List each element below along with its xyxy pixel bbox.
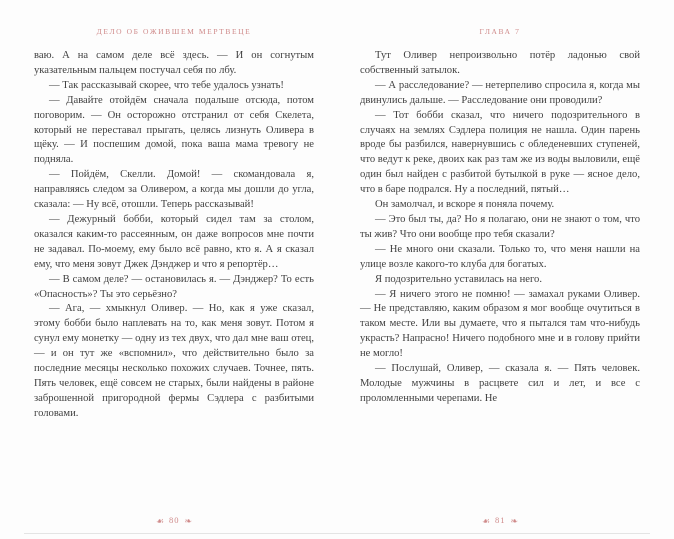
page-body-left (34, 49, 314, 422)
paragraph: — Я ничего этого не помню! — замахал руками Оливер. — Не представляю, каким образом я мог вообще очутиться в таком месте. Или вы думаете, что я пытался там что-нибудь украсть? Напрасно! Ничего подобного мне и в голову прийти не могло! (360, 288, 640, 360)
book-bottom-edge (24, 533, 650, 534)
flourish-icon: ❧ (510, 515, 519, 526)
flourish-icon: ☙ (481, 515, 491, 526)
paragraph: Я подозрительно уставилась на него. (375, 273, 542, 285)
running-head-right: ГЛАВА 7 (479, 27, 521, 36)
paragraph: — Ага, — хмыкнул Оливер. — Но, как я уже сказал, этому бобби было наплевать на то, как меня зовут. Потом я сунул ему монетку — одну из тех двух, что дал мне ваш отец, — и он тут же «вспомнил», что действительно было за последние месяцы несколько похожих случаев. Точнее, пять. Пять человек, ещё совсем не старых, были найдены в районе заброшенной пригородной фермы Сэдлера с разбитыми головами. (34, 303, 314, 419)
paragraph: — Дежурный бобби, который сидел там за столом, оказался каким-то рассеянным, он даже вопросов мне почти не задавал. По-моему, ему было всё равно, кто я. А я сказал ему, что меня зовут Джек Дэнджер и что я репортёр… (34, 213, 314, 270)
paragraph: — Давайте отойдём сначала подальше отсюда, потом поговорим. — Он осторожно отстранил от себя Скелета, который не переставал прыгать, целясь лизнуть Оливера в щёку. — И поспешим домой, пока ваша мама тревогу не подняла. (34, 94, 314, 166)
flourish-icon: ❧ (184, 515, 193, 526)
running-head-left: ДЕЛО ОБ ОЖИВШЕМ МЕРТВЕЦЕ (96, 27, 252, 36)
paragraph: — Тот бобби сказал, что ничего подозрительного в случаях на землях Сэдлера полиция не нашла. Один парень вроде бы разбился, навернувшись с обледеневших ступеней, что ведут к реке, двоих как раз там же из воды выловили, ещё один был найден с разбитой бутылкой в руке — ясное дело, что в баре подрался. Ну а последний, пятый… (360, 109, 640, 196)
page-left (34, 0, 314, 539)
page-body-right (360, 49, 640, 407)
page-right (360, 0, 640, 539)
paragraph: Он замолчал, и вскоре я поняла почему. (375, 199, 555, 211)
paragraph: — Так рассказывай скорее, что тебе удалось узнать! (49, 79, 284, 91)
paragraph: Тут Оливер непроизвольно потёр ладонью свой собственный затылок. (360, 50, 640, 76)
page-number-right: 81 (495, 515, 506, 525)
page-footer-left (34, 515, 314, 526)
page-number-left: 80 (169, 515, 180, 525)
paragraph: — Пойдём, Скелли. Домой! — скомандовала я, направляясь следом за Оливером, а когда мы дошли до угла, сказала: — Ну всё, отошли. Теперь рассказывай! (34, 169, 314, 211)
paragraph: — Это был ты, да? Но я полагаю, они не знают о том, что ты жив? Что они вообще про тебя сказали? (360, 213, 640, 240)
paragraph: — А расследование? — нетерпеливо спросила я, когда мы двинулись дальше. — Расследование они проводили? (360, 79, 640, 106)
flourish-icon: ☙ (155, 515, 165, 526)
paragraph: — В самом деле? — остановилась я. — Дэнджер? То есть «Опасность»? Ты это серьёзно? (34, 273, 314, 300)
paragraph: — Послушай, Оливер, — сказала я. — Пять человек. Молодые мужчины в расцвете сил и лет, и все с проломленными черепами. Не (360, 363, 640, 404)
page-footer-right (360, 515, 640, 526)
paragraph: — Не много они сказали. Только то, что меня нашли на улице возле какого-то клуба для богатых. (360, 243, 640, 270)
paragraph: ваю. А на самом деле всё здесь. — И он согнутым указательным пальцем постучал себя по лбу. (34, 50, 314, 76)
